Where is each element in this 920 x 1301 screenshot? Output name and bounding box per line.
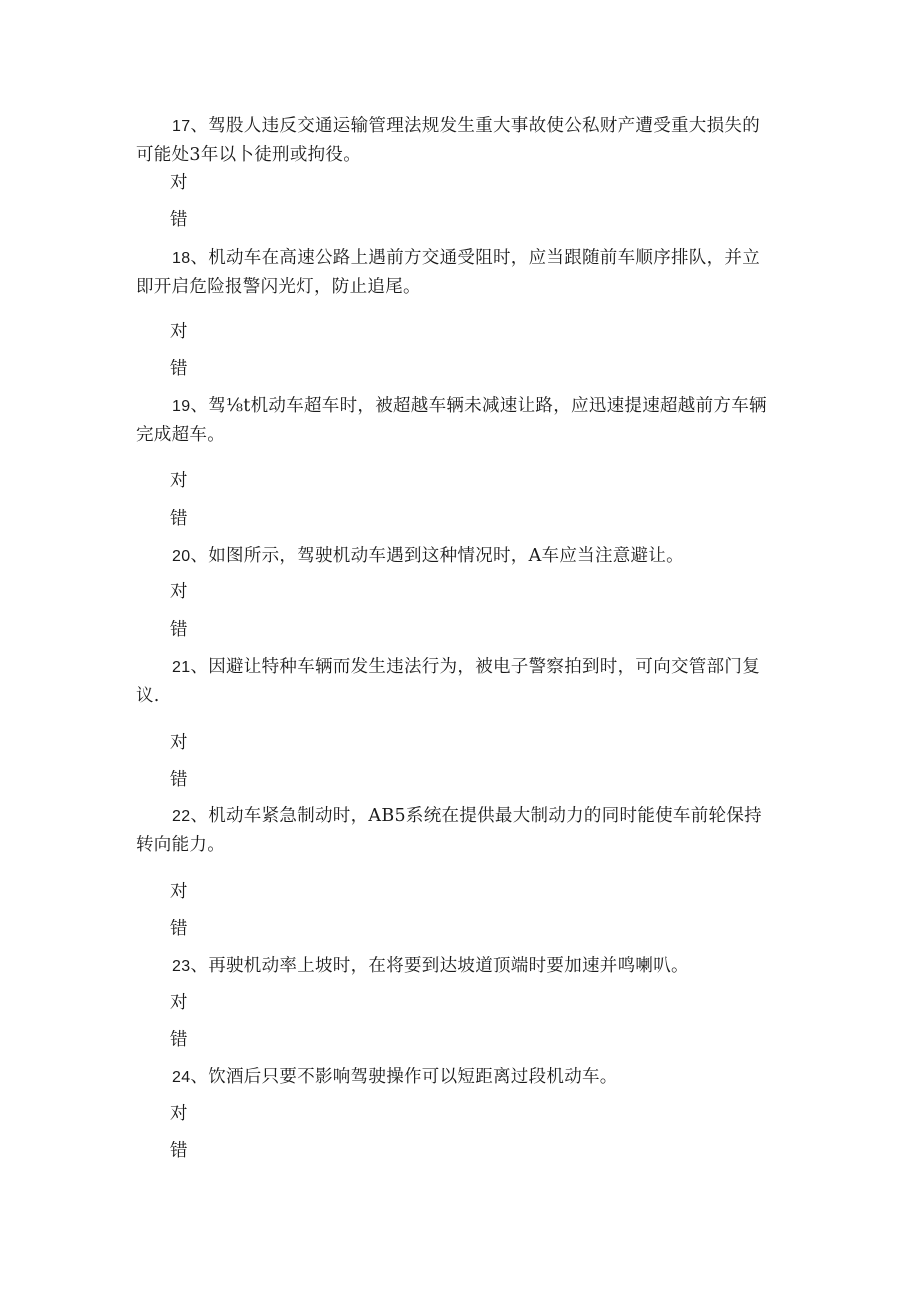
question-number: 23 bbox=[172, 958, 191, 975]
option-true: 对 bbox=[170, 322, 188, 342]
question-text bbox=[136, 112, 776, 169]
option-true: 对 bbox=[170, 1104, 188, 1124]
question-body: 、再驶机动率上坡时，在将要到达坡道顶端时要加速并鸣喇叭。 bbox=[190, 956, 689, 976]
question-text bbox=[136, 653, 776, 710]
question-19 bbox=[136, 392, 776, 449]
option-false: 错 bbox=[170, 1030, 188, 1050]
question-21 bbox=[136, 653, 776, 710]
question-24 bbox=[136, 1063, 776, 1092]
option-false: 错 bbox=[170, 359, 188, 379]
option-false: 错 bbox=[170, 210, 188, 230]
question-text bbox=[136, 952, 776, 981]
option-true: 对 bbox=[170, 173, 188, 193]
question-body: 、如图所示，驾驶机动车遇到这种情况时，A车应当注意避让。 bbox=[190, 546, 684, 566]
question-20 bbox=[136, 542, 776, 571]
question-text bbox=[136, 244, 776, 301]
option-false: 错 bbox=[170, 620, 188, 640]
question-body: 、驾⅛t机动车超车时，被超越车辆未减速让路，应迅速提速超越前方车辆完成超车。 bbox=[136, 396, 767, 445]
question-body: 、驾股人违反交通运输管理法规发生重大事故使公私财产遭受重大损失的可能处3年以卜徒刑或拘役。 bbox=[136, 116, 761, 165]
question-number: 17 bbox=[172, 118, 191, 135]
question-18 bbox=[136, 244, 776, 301]
question-17 bbox=[136, 112, 776, 169]
question-number: 20 bbox=[172, 548, 191, 565]
option-false: 错 bbox=[170, 919, 188, 939]
question-23 bbox=[136, 952, 776, 981]
question-text bbox=[136, 392, 776, 449]
option-true: 对 bbox=[170, 993, 188, 1013]
option-true: 对 bbox=[170, 733, 188, 753]
question-body: 、因避让特种车辆而发生违法行为，被电子警察拍到时，可向交管部门复议. bbox=[136, 657, 761, 706]
question-number: 24 bbox=[172, 1069, 191, 1086]
question-text bbox=[136, 542, 776, 571]
question-22 bbox=[136, 802, 776, 859]
option-true: 对 bbox=[170, 471, 188, 491]
question-number: 19 bbox=[172, 398, 191, 415]
option-false: 错 bbox=[170, 1141, 188, 1161]
question-body: 、饮酒后只要不影响驾驶操作可以短距离过段机动车。 bbox=[190, 1067, 618, 1087]
question-number: 21 bbox=[172, 659, 191, 676]
option-false: 错 bbox=[170, 770, 188, 790]
question-body: 、机动车紧急制动时，AB5系统在提供最大制动力的同时能使车前轮保持转向能力。 bbox=[136, 806, 762, 855]
option-false: 错 bbox=[170, 509, 188, 529]
question-number: 18 bbox=[172, 250, 191, 267]
option-true: 对 bbox=[170, 582, 188, 602]
option-true: 对 bbox=[170, 882, 188, 902]
question-text bbox=[136, 802, 776, 859]
question-number: 22 bbox=[172, 808, 191, 825]
question-body: 、机动车在高速公路上遇前方交通受阻时，应当跟随前车顺序排队，并立即开启危险报警闪光灯，防止追尾。 bbox=[136, 248, 761, 297]
question-text bbox=[136, 1063, 776, 1092]
